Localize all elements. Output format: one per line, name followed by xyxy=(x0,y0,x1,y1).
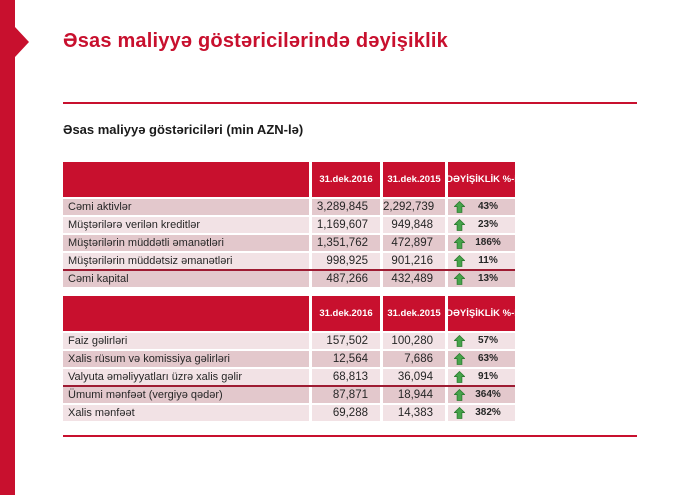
column-header-2015: 31.dek.2015 xyxy=(383,162,445,197)
title-divider xyxy=(63,102,637,104)
table-row xyxy=(63,235,515,251)
change-cell xyxy=(448,405,515,421)
table-row xyxy=(63,333,515,349)
up-arrow-icon xyxy=(454,335,465,347)
change-cell xyxy=(448,333,515,349)
change-value: 57% xyxy=(477,335,498,346)
column-header-empty xyxy=(63,162,309,197)
up-arrow-icon xyxy=(454,201,465,213)
table-row xyxy=(63,405,515,421)
value-2015: 18,944 xyxy=(383,387,445,403)
value-2016: 12,564 xyxy=(312,351,380,367)
table-row-total xyxy=(63,269,515,287)
table-row xyxy=(63,217,515,233)
column-header-2015: 31.dek.2015 xyxy=(383,296,445,331)
table-row-gross-profit xyxy=(63,385,515,403)
row-label: Müştərilərin müddətsiz əmanətləri xyxy=(63,253,309,269)
change-cell xyxy=(448,199,515,215)
value-2016: 1,351,762 xyxy=(312,235,380,251)
value-2015: 100,280 xyxy=(383,333,445,349)
column-header-2016: 31.dek.2016 xyxy=(312,162,380,197)
up-arrow-icon xyxy=(454,389,465,401)
change-value: 186% xyxy=(475,237,501,248)
up-arrow-icon xyxy=(454,273,465,285)
row-label: Faiz gəlirləri xyxy=(63,333,309,349)
change-value: 382% xyxy=(475,407,501,418)
change-cell xyxy=(448,217,515,233)
change-cell xyxy=(448,235,515,251)
up-arrow-icon xyxy=(454,255,465,267)
change-cell xyxy=(448,369,515,385)
column-header-empty xyxy=(63,296,309,331)
table-section-subtitle: Əsas maliyyə göstəriciləri (min AZN-lə) xyxy=(63,122,304,137)
value-2016: 487,266 xyxy=(312,271,380,287)
up-arrow-icon xyxy=(454,353,465,365)
up-arrow-icon xyxy=(454,219,465,231)
column-header-change: DƏYİŞİKLİK %-i xyxy=(448,296,515,331)
value-2016: 157,502 xyxy=(312,333,380,349)
row-label: Xalis rüsum və komissiya gəlirləri xyxy=(63,351,309,367)
table-row xyxy=(63,199,515,215)
row-label: Cəmi aktivlər xyxy=(63,199,309,215)
column-header-change: DƏYİŞİKLİK %-i xyxy=(448,162,515,197)
value-2016: 998,925 xyxy=(312,253,380,269)
table-row xyxy=(63,369,515,385)
value-2015: 36,094 xyxy=(383,369,445,385)
balance-indicators-table xyxy=(63,162,515,287)
change-value: 23% xyxy=(477,219,498,230)
change-value: 43% xyxy=(477,201,498,212)
change-cell xyxy=(448,387,515,403)
change-cell xyxy=(448,351,515,367)
value-2015: 7,686 xyxy=(383,351,445,367)
value-2015: 14,383 xyxy=(383,405,445,421)
value-2016: 1,169,607 xyxy=(312,217,380,233)
change-value: 13% xyxy=(477,273,498,284)
row-label: Ümumi mənfəət (vergiyə qədər) xyxy=(63,387,309,403)
change-value: 364% xyxy=(475,389,501,400)
row-label: Valyuta əməliyyatları üzrə xalis gəlir xyxy=(63,369,309,385)
table-header xyxy=(63,162,515,197)
value-2016: 68,813 xyxy=(312,369,380,385)
value-2016: 3,289,845 xyxy=(312,199,380,215)
row-label: Müştərilərə verilən kreditlər xyxy=(63,217,309,233)
value-2015: 949,848 xyxy=(383,217,445,233)
value-2016: 69,288 xyxy=(312,405,380,421)
value-2015: 2,292,739 xyxy=(383,199,445,215)
table-header xyxy=(63,296,515,331)
change-value: 63% xyxy=(477,353,498,364)
row-label: Xalis mənfəət xyxy=(63,405,309,421)
up-arrow-icon xyxy=(454,371,465,383)
up-arrow-icon xyxy=(454,237,465,249)
accent-arrow-icon xyxy=(15,27,29,57)
up-arrow-icon xyxy=(454,407,465,419)
value-2016: 87,871 xyxy=(312,387,380,403)
value-2015: 432,489 xyxy=(383,271,445,287)
table-row xyxy=(63,253,515,269)
value-2015: 901,216 xyxy=(383,253,445,269)
row-label: Cəmi kapital xyxy=(63,271,309,287)
table-row xyxy=(63,351,515,367)
row-label: Müştərilərin müddətli əmanətləri xyxy=(63,235,309,251)
value-2015: 472,897 xyxy=(383,235,445,251)
income-indicators-table xyxy=(63,296,515,421)
left-accent-bar xyxy=(0,0,15,495)
page-title: Əsas maliyyə göstəricilərində dəyişiklik xyxy=(63,30,448,52)
change-value: 11% xyxy=(478,255,498,266)
change-value: 91% xyxy=(477,371,498,382)
change-cell xyxy=(448,253,515,269)
change-cell xyxy=(448,271,515,287)
column-header-2016: 31.dek.2016 xyxy=(312,296,380,331)
footer-divider xyxy=(63,435,637,437)
